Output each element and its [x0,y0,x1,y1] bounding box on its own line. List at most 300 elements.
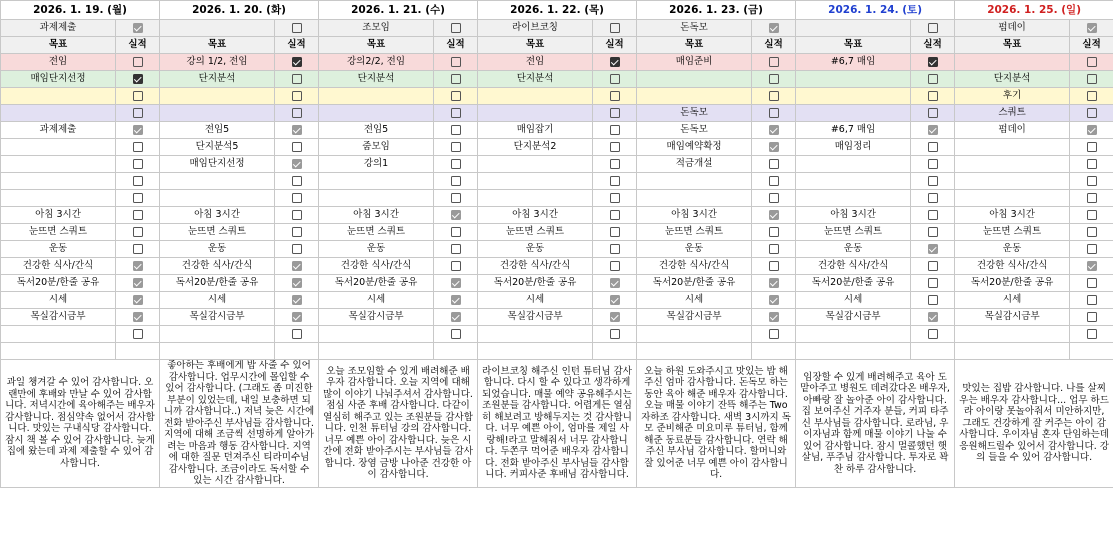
routine-cell: 운동 [160,241,275,258]
routine-checkbox[interactable] [133,278,143,288]
routine-cell: 목실감시금부 [319,309,434,326]
routine-checkbox-cell [1070,241,1113,258]
goal-checkbox-cell [593,71,637,88]
routine-cell: 목실감시금부 [796,309,911,326]
goal-cell [796,105,911,122]
routine-checkbox[interactable] [451,244,461,254]
goal-cell [1,105,116,122]
goal-cell: 강의2/2, 전임 [319,54,434,71]
routine-checkbox[interactable] [769,244,779,254]
task-checkbox[interactable] [133,159,143,169]
routine-checkbox[interactable] [133,227,143,237]
task-checkbox[interactable] [451,193,461,203]
routine-checkbox-cell [275,224,319,241]
goal-checkbox[interactable] [133,57,143,67]
task-cell: 과제제출 [1,122,116,139]
empty-cell [478,343,593,360]
goal-checkbox[interactable] [292,57,302,67]
goal-checkbox[interactable] [292,108,302,118]
goal-cell [160,88,275,105]
day-top-checkbox[interactable] [610,23,620,33]
task-checkbox[interactable] [1087,142,1097,152]
routine-cell: 아침 3시간 [955,207,1070,224]
task-checkbox-cell [1070,139,1113,156]
task-checkbox[interactable] [133,125,143,135]
routine-checkbox[interactable] [451,227,461,237]
goal-checkbox-cell [593,54,637,71]
routine-checkbox[interactable] [451,312,461,322]
done-column-header: 실적 [116,37,160,54]
goal-checkbox[interactable] [610,91,620,101]
goal-checkbox[interactable] [1087,57,1097,67]
routine-cell: 건강한 식사/간식 [478,258,593,275]
task-checkbox[interactable] [769,176,779,186]
task-checkbox-cell [116,173,160,190]
routine-checkbox[interactable] [928,244,938,254]
routine-checkbox[interactable] [133,210,143,220]
goal-cell [319,88,434,105]
empty-cell [160,343,275,360]
routine-checkbox[interactable] [610,295,620,305]
routine-checkbox[interactable] [292,329,302,339]
day-top-label [796,20,911,37]
task-row [1,122,1113,139]
routine-checkbox[interactable] [1087,227,1097,237]
routine-checkbox[interactable] [133,329,143,339]
done-column-header: 실적 [434,37,478,54]
task-checkbox[interactable] [292,159,302,169]
routine-checkbox-cell [752,326,796,343]
routine-cell: 목실감시금부 [478,309,593,326]
task-cell [319,173,434,190]
routine-checkbox[interactable] [451,295,461,305]
task-cell [955,156,1070,173]
goal-checkbox-cell [593,88,637,105]
routine-checkbox-cell [911,258,955,275]
task-checkbox[interactable] [928,159,938,169]
task-checkbox[interactable] [451,125,461,135]
task-checkbox[interactable] [292,125,302,135]
goal-checkbox-cell [593,105,637,122]
empty-cell [116,343,160,360]
goal-cell: 돈독모 [637,105,752,122]
goal-checkbox[interactable] [1087,74,1097,84]
routine-cell: 독서20분/한줄 공유 [955,275,1070,292]
task-checkbox-cell [752,156,796,173]
routine-checkbox[interactable] [451,261,461,271]
gratitude-note: 임장할 수 있게 배려해주고 육아 도맡아주고 병원도 데려갔다온 배우자, 아빠랑 잘 놀아준 아이 감사합니다. 집 보여주신 거주자 분들, 커피 타주신 부사님들 감사합니다. 로라님, 우이자님과 함께 매물 이야기 나눌 수 있어 감사합니다. 잠시 멀콜했던 햇살님, 푸주님 감사합니다. 투자로 꽉찬 하루 감사합니다. [796,360,955,488]
routine-cell [637,326,752,343]
goal-checkbox[interactable] [1087,91,1097,101]
empty-cell [319,343,434,360]
routine-cell: 아침 3시간 [319,207,434,224]
task-checkbox[interactable] [610,176,620,186]
routine-cell [160,326,275,343]
routine-checkbox-cell [593,292,637,309]
routine-checkbox[interactable] [769,329,779,339]
goal-checkbox-cell [1070,71,1113,88]
routine-checkbox-cell [911,275,955,292]
routine-checkbox[interactable] [1087,312,1097,322]
routine-checkbox-cell [1070,207,1113,224]
routine-cell: 아침 3시간 [160,207,275,224]
task-checkbox[interactable] [769,125,779,135]
done-column-header: 실적 [275,37,319,54]
routine-checkbox[interactable] [1087,329,1097,339]
day-top-checkbox[interactable] [133,23,143,33]
routine-checkbox[interactable] [610,261,620,271]
routine-checkbox[interactable] [292,278,302,288]
day-top-label: 라이브코칭 [478,20,593,37]
goal-checkbox[interactable] [928,91,938,101]
routine-checkbox[interactable] [610,244,620,254]
routine-cell: 눈뜨면 스쿼트 [955,224,1070,241]
task-cell: 적금개설 [637,156,752,173]
goal-cell [796,71,911,88]
goal-checkbox[interactable] [451,108,461,118]
routine-cell: 건강한 식사/간식 [955,258,1070,275]
routine-checkbox[interactable] [1087,210,1097,220]
routine-cell: 시세 [637,292,752,309]
task-cell [955,139,1070,156]
day-top-label: 펌데이 [955,20,1070,37]
goal-checkbox-cell [434,54,478,71]
task-checkbox[interactable] [610,193,620,203]
task-cell: 강의1 [319,156,434,173]
goal-row [1,88,1113,105]
routine-checkbox[interactable] [928,295,938,305]
task-cell: 전임5 [160,122,275,139]
goal-row [1,71,1113,88]
routine-checkbox-cell [752,207,796,224]
task-checkbox-cell [116,156,160,173]
routine-checkbox-cell [752,258,796,275]
routine-cell: 독서20분/한줄 공유 [637,275,752,292]
routine-checkbox-cell [116,326,160,343]
day-top-checkbox-cell [752,20,796,37]
goal-column-header: 목표 [160,37,275,54]
routine-checkbox[interactable] [133,312,143,322]
goal-cell: #6,7 매임 [796,54,911,71]
goal-checkbox-cell [911,71,955,88]
task-checkbox-cell [275,190,319,207]
day-top-label [160,20,275,37]
task-checkbox[interactable] [928,176,938,186]
task-checkbox[interactable] [610,159,620,169]
routine-checkbox-cell [593,224,637,241]
goal-checkbox[interactable] [610,57,620,67]
routine-cell [955,326,1070,343]
day-date-header: 2026. 1. 24. (토) [796,1,955,20]
routine-checkbox-cell [752,292,796,309]
gratitude-notes-row [1,360,1113,488]
goal-checkbox-cell [275,54,319,71]
routine-checkbox[interactable] [769,227,779,237]
routine-checkbox-cell [593,309,637,326]
goal-checkbox[interactable] [928,74,938,84]
task-checkbox-cell [434,139,478,156]
empty-cell [796,343,911,360]
routine-checkbox[interactable] [1087,278,1097,288]
routine-checkbox-cell [434,309,478,326]
goal-checkbox[interactable] [451,74,461,84]
day-top-label: 돈독모 [637,20,752,37]
goal-cell: 전임 [1,54,116,71]
goal-column-header: 목표 [1,37,116,54]
routine-checkbox[interactable] [292,210,302,220]
task-checkbox[interactable] [451,176,461,186]
routine-cell: 독서20분/한줄 공유 [319,275,434,292]
routine-cell: 눈뜨면 스쿼트 [478,224,593,241]
routine-checkbox-cell [1070,224,1113,241]
task-checkbox[interactable] [928,193,938,203]
done-column-header: 실적 [752,37,796,54]
task-cell [478,190,593,207]
routine-checkbox[interactable] [133,244,143,254]
day-top-checkbox[interactable] [928,23,938,33]
routine-checkbox-cell [116,309,160,326]
task-checkbox[interactable] [610,125,620,135]
goal-checkbox[interactable] [133,108,143,118]
routine-cell [1,326,116,343]
routine-checkbox[interactable] [610,210,620,220]
gratitude-note: 맛있는 집밥 감사합니다. 나를 살찌우는 배우자 감사합니다... 업무 하드라 아이랑 못놀아줘서 미안하지만, 그래도 건강하게 잘 커주는 아이 감사합니다. 우이자님 혼자 단임하는데 응원해드릴수 있어서 감사합니다. 강의 들을 수 있어 감사합니다. [955,360,1113,488]
routine-cell: 눈뜨면 스쿼트 [796,224,911,241]
goal-checkbox-cell [752,71,796,88]
routine-checkbox[interactable] [769,261,779,271]
routine-checkbox[interactable] [292,227,302,237]
routine-checkbox-cell [434,258,478,275]
goal-cell: 매임단지선정 [1,71,116,88]
task-checkbox[interactable] [928,125,938,135]
routine-checkbox[interactable] [769,278,779,288]
task-cell [796,190,911,207]
task-cell: 매임잡기 [478,122,593,139]
task-checkbox[interactable] [769,142,779,152]
routine-cell: 시세 [160,292,275,309]
goal-column-header: 목표 [796,37,911,54]
routine-checkbox[interactable] [610,329,620,339]
routine-checkbox[interactable] [928,329,938,339]
routine-cell: 시세 [1,292,116,309]
task-row [1,156,1113,173]
routine-checkbox-cell [434,241,478,258]
routine-checkbox[interactable] [292,261,302,271]
routine-checkbox[interactable] [928,227,938,237]
day-top-label: 조모임 [319,20,434,37]
routine-checkbox[interactable] [610,312,620,322]
task-checkbox[interactable] [769,193,779,203]
empty-cell [1,343,116,360]
routine-checkbox-cell [1070,309,1113,326]
task-cell [955,173,1070,190]
task-checkbox-cell [911,122,955,139]
task-cell [160,190,275,207]
goal-checkbox[interactable] [610,74,620,84]
empty-cell [911,343,955,360]
goal-checkbox[interactable] [133,74,143,84]
task-cell [1,173,116,190]
goal-cell: 후기 [955,88,1070,105]
task-checkbox[interactable] [1087,176,1097,186]
routine-checkbox[interactable] [928,278,938,288]
routine-checkbox-cell [752,275,796,292]
date-header-row [1,1,1113,20]
goal-checkbox[interactable] [769,74,779,84]
task-checkbox-cell [275,173,319,190]
task-checkbox[interactable] [610,142,620,152]
goal-checkbox[interactable] [451,91,461,101]
goal-checkbox[interactable] [292,91,302,101]
routine-checkbox[interactable] [610,227,620,237]
goal-cell [637,88,752,105]
task-checkbox[interactable] [769,159,779,169]
task-cell: 단지분석2 [478,139,593,156]
empty-cell [1070,343,1113,360]
goal-cell [478,105,593,122]
routine-checkbox[interactable] [610,278,620,288]
task-checkbox-cell [275,156,319,173]
routine-checkbox-cell [275,326,319,343]
routine-checkbox[interactable] [133,295,143,305]
routine-checkbox[interactable] [292,312,302,322]
routine-checkbox[interactable] [451,210,461,220]
routine-checkbox[interactable] [1087,295,1097,305]
goal-checkbox-cell [116,105,160,122]
gratitude-note: 라이브코칭 해주신 인턴 튜터님 감사합니다. 다시 할 수 있다고 생각하게 되었습니다. 매물 예약 공유해주시는 조원분들 감사합니다. 어렵게든 열심히 해보려고 방해두지는 것 감사합니다. 너무 예쁜 아이, 엄마를 제일 사랑해!라고 말해줘서 너무 감사합니다. 두쫀쿠 먹어준 배우자 감사합니다. 전화 받아주신 부사님들 감사합니다. 커피사준 후배님 감사합니다. [478,360,637,488]
routine-checkbox[interactable] [928,210,938,220]
task-checkbox[interactable] [451,142,461,152]
goal-checkbox[interactable] [769,91,779,101]
task-checkbox[interactable] [133,193,143,203]
day-top-checkbox[interactable] [451,23,461,33]
task-checkbox-cell [1070,173,1113,190]
task-checkbox[interactable] [133,176,143,186]
routine-cell: 독서20분/한줄 공유 [160,275,275,292]
routine-checkbox[interactable] [1087,244,1097,254]
task-cell [637,190,752,207]
task-checkbox[interactable] [292,142,302,152]
task-checkbox-cell [593,156,637,173]
goal-checkbox-cell [116,88,160,105]
task-checkbox[interactable] [133,142,143,152]
routine-cell: 아침 3시간 [796,207,911,224]
task-checkbox-cell [434,156,478,173]
task-checkbox-cell [116,190,160,207]
routine-checkbox[interactable] [769,312,779,322]
goal-checkbox[interactable] [769,108,779,118]
routine-row [1,241,1113,258]
routine-checkbox[interactable] [928,312,938,322]
day-top-checkbox[interactable] [1087,23,1097,33]
day-top-checkbox-cell [434,20,478,37]
task-checkbox-cell [752,173,796,190]
task-checkbox[interactable] [292,193,302,203]
top-label-row [1,20,1113,37]
task-checkbox[interactable] [1087,159,1097,169]
goal-checkbox[interactable] [928,108,938,118]
goal-checkbox-cell [434,88,478,105]
routine-cell: 목실감시금부 [1,309,116,326]
gratitude-note: 오늘 하원 도와주시고 맛있는 밥 해주신 엄마 감사합니다. 돈독모 하는 동안 육아 해준 배우자 감사합니다. 오늘 매물 이야기 잔뜩 해주는 Two자하조 감사합니다. 새벽 3시까지 독모 준비해준 미요미루 튜터님, 함께 해준 동료분들 감사합니다. 연락 해주신 부사님 감사합니다. 할머니와 잘 있어준 너무 예쁜 아이 감사합니다. [637,360,796,488]
routine-checkbox-cell [1070,275,1113,292]
task-checkbox-cell [116,139,160,156]
task-cell: 매임예약확정 [637,139,752,156]
goal-checkbox-cell [1070,105,1113,122]
task-checkbox[interactable] [928,142,938,152]
goal-checkbox-cell [752,105,796,122]
routine-checkbox-cell [911,292,955,309]
task-checkbox-cell [911,190,955,207]
routine-checkbox[interactable] [769,295,779,305]
task-checkbox[interactable] [1087,125,1097,135]
goal-checkbox[interactable] [610,108,620,118]
task-checkbox-cell [911,173,955,190]
task-checkbox-cell [275,122,319,139]
task-checkbox-cell [434,173,478,190]
routine-checkbox[interactable] [769,210,779,220]
day-top-checkbox[interactable] [292,23,302,33]
task-checkbox[interactable] [292,176,302,186]
goal-checkbox[interactable] [769,57,779,67]
task-checkbox[interactable] [1087,193,1097,203]
goal-checkbox-cell [752,54,796,71]
task-checkbox[interactable] [451,159,461,169]
routine-checkbox-cell [1070,326,1113,343]
routine-cell: 시세 [955,292,1070,309]
routine-cell: 건강한 식사/간식 [1,258,116,275]
task-row [1,173,1113,190]
routine-checkbox-cell [911,309,955,326]
day-top-checkbox[interactable] [769,23,779,33]
routine-cell: 건강한 식사/간식 [160,258,275,275]
routine-checkbox-cell [275,275,319,292]
task-checkbox-cell [1070,122,1113,139]
routine-cell: 운동 [796,241,911,258]
routine-cell: 시세 [796,292,911,309]
routine-checkbox[interactable] [928,261,938,271]
routine-checkbox[interactable] [451,329,461,339]
routine-row [1,258,1113,275]
task-cell [478,173,593,190]
task-checkbox-cell [752,122,796,139]
routine-checkbox-cell [752,224,796,241]
goal-column-header: 목표 [319,37,434,54]
routine-cell: 눈뜨면 스쿼트 [160,224,275,241]
done-column-header: 실적 [593,37,637,54]
goal-cell: 전임 [478,54,593,71]
routine-checkbox[interactable] [1087,261,1097,271]
goal-checkbox-cell [275,105,319,122]
routine-checkbox[interactable] [451,278,461,288]
goal-checkbox[interactable] [451,57,461,67]
day-date-header: 2026. 1. 22. (목) [478,1,637,20]
goal-checkbox[interactable] [1087,108,1097,118]
goal-checkbox[interactable] [928,57,938,67]
goal-checkbox[interactable] [292,74,302,84]
routine-row [1,224,1113,241]
task-cell [955,190,1070,207]
task-checkbox-cell [116,122,160,139]
routine-checkbox[interactable] [133,261,143,271]
routine-checkbox-cell [275,309,319,326]
goal-cell [160,105,275,122]
routine-checkbox[interactable] [292,295,302,305]
routine-checkbox[interactable] [292,244,302,254]
day-top-label: 과제제출 [1,20,116,37]
task-cell: 펌데이 [955,122,1070,139]
goal-checkbox[interactable] [133,91,143,101]
